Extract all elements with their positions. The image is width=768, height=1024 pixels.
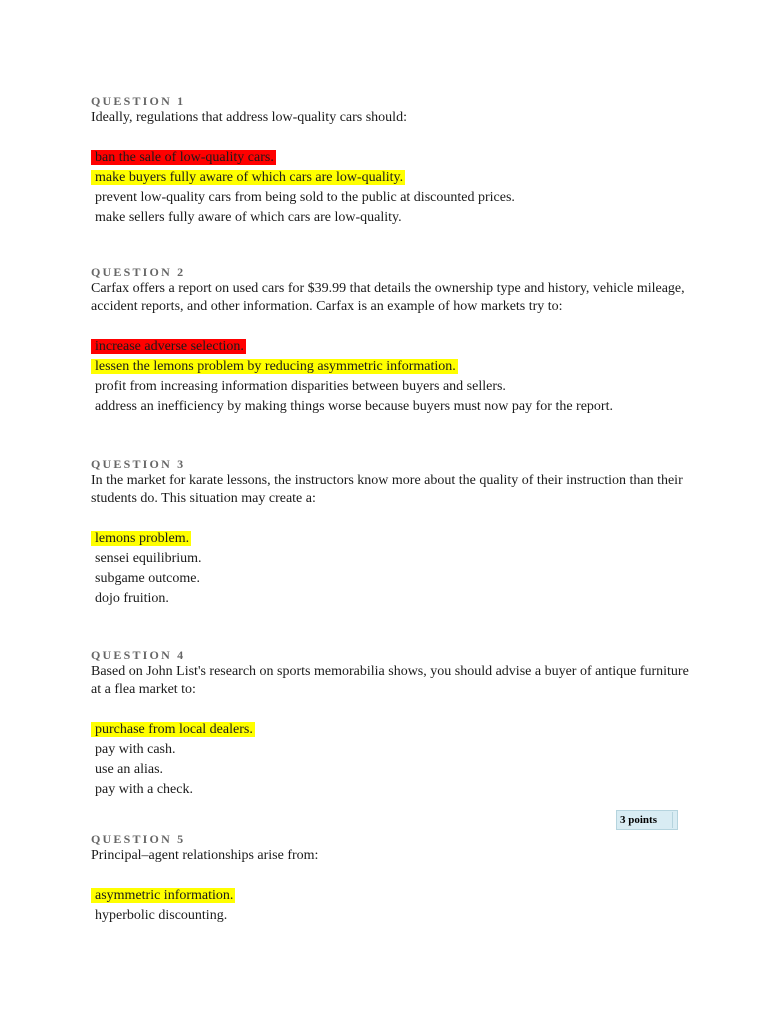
answer-options — [91, 887, 691, 925]
answer-option-text: lessen the lemons problem by reducing asymmetric information. — [91, 359, 458, 374]
answer-option[interactable] — [91, 338, 691, 356]
answer-option-text: make sellers fully aware of which cars are low-quality. — [95, 210, 402, 225]
answer-option[interactable] — [91, 149, 691, 167]
answer-option[interactable] — [91, 169, 691, 187]
answer-option[interactable] — [91, 761, 691, 779]
answer-option[interactable] — [91, 741, 691, 759]
answer-option[interactable] — [91, 887, 691, 905]
question-label: QUESTION 2 — [91, 265, 186, 279]
points-badge — [616, 810, 678, 830]
answer-option-text: dojo fruition. — [95, 591, 169, 606]
answer-option-text: ban the sale of low-quality cars. — [91, 150, 276, 165]
question-4 — [91, 647, 691, 801]
question-label: QUESTION 1 — [91, 94, 186, 108]
answer-option[interactable] — [91, 378, 691, 396]
answer-option-text: purchase from local dealers. — [91, 722, 255, 737]
answer-option-text: profit from increasing information disparities between buyers and sellers. — [95, 379, 506, 394]
answer-option-text: hyperbolic discounting. — [95, 908, 228, 923]
answer-option[interactable] — [91, 550, 691, 568]
answer-option[interactable] — [91, 398, 691, 416]
answer-option[interactable] — [91, 721, 691, 739]
answer-option[interactable] — [91, 358, 691, 376]
answer-option-text: sensei equilibrium. — [95, 551, 202, 566]
question-text: Principal–agent relationships arise from: — [91, 848, 319, 863]
question-3 — [91, 456, 691, 610]
answer-option-text: increase adverse selection. — [91, 339, 246, 354]
points-badge-text: 3 points — [620, 814, 657, 826]
question-label: QUESTION 4 — [91, 648, 186, 662]
badge-divider — [672, 812, 673, 828]
question-text: Ideally, regulations that address low-quality cars should: — [91, 110, 407, 125]
answer-option[interactable] — [91, 590, 691, 608]
question-5 — [91, 831, 691, 927]
answer-option[interactable] — [91, 530, 691, 548]
question-text: In the market for karate lessons, the instructors know more about the quality of their instruction than their students do. This situation may create a: — [91, 473, 683, 506]
answer-option-text: use an alias. — [95, 762, 164, 777]
question-2 — [91, 264, 691, 418]
answer-options — [91, 530, 691, 608]
answer-option-text: lemons problem. — [91, 531, 191, 546]
question-1 — [91, 93, 691, 229]
answer-option[interactable] — [91, 189, 691, 207]
question-text: Carfax offers a report on used cars for $39.99 that details the ownership type and history, vehicle mileage, accident reports, and other information. Carfax is an example of how markets try to: — [91, 281, 685, 314]
answer-options — [91, 721, 691, 799]
answer-option-text: prevent low-quality cars from being sold to the public at discounted prices. — [95, 190, 515, 205]
question-label: QUESTION 3 — [91, 457, 186, 471]
answer-option-text: subgame outcome. — [95, 571, 200, 586]
question-text: Based on John List's research on sports memorabilia shows, you should advise a buyer of antique furniture at a flea market to: — [91, 664, 689, 697]
answer-option-text: pay with a check. — [95, 782, 193, 797]
answer-option-text: pay with cash. — [95, 742, 176, 757]
answer-option[interactable] — [91, 781, 691, 799]
answer-option-text: address an inefficiency by making things worse because buyers must now pay for the report. — [95, 399, 613, 414]
answer-option-text: asymmetric information. — [91, 888, 235, 903]
answer-option[interactable] — [91, 570, 691, 588]
answer-option[interactable] — [91, 209, 691, 227]
answer-options — [91, 338, 691, 416]
answer-option-text: make buyers fully aware of which cars are low-quality. — [91, 170, 405, 185]
answer-option[interactable] — [91, 907, 691, 925]
answer-options — [91, 149, 691, 227]
question-label: QUESTION 5 — [91, 832, 186, 846]
